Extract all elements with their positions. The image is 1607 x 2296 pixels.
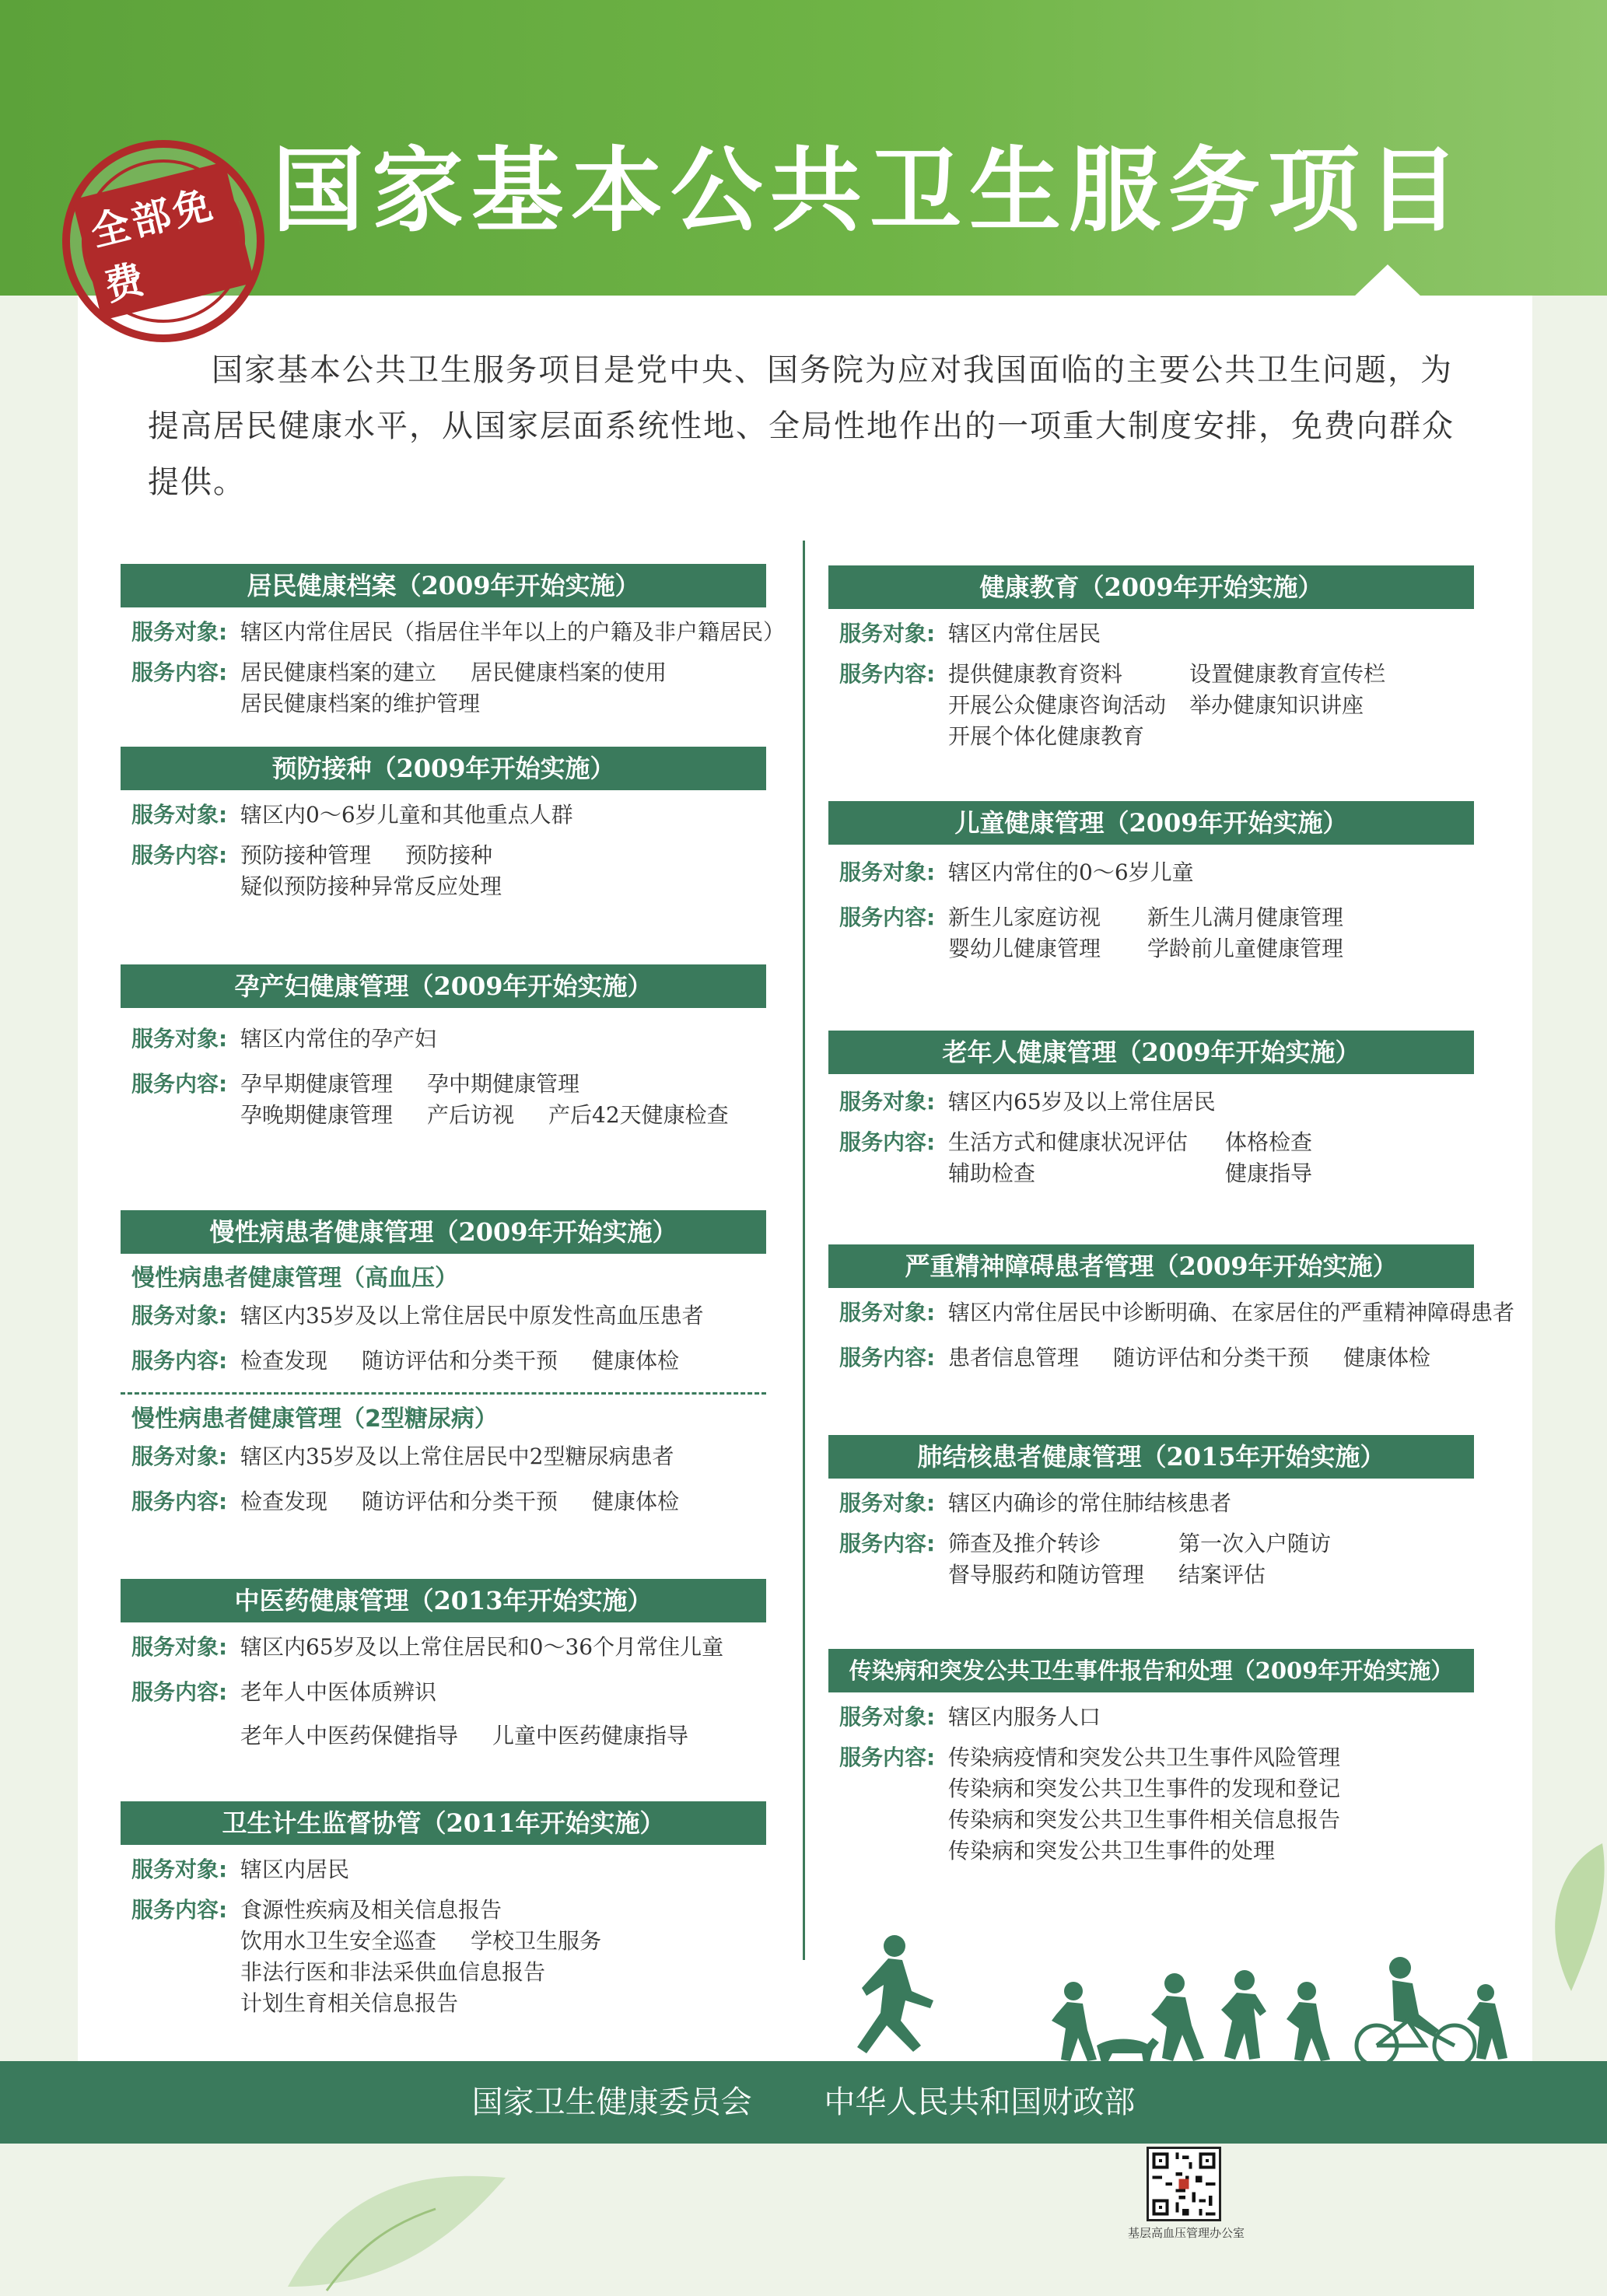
target-value: 辖区内35岁及以上常住居民中2型糖尿病患者 <box>240 1444 674 1469</box>
content-item: 老年人中医体质辨识 <box>240 1679 437 1705</box>
content-label: 服务内容: <box>131 1489 228 1514</box>
qr-caption: 基层高血压管理办公室 <box>1127 2226 1245 2240</box>
subsection-title-diabetes: 慢性病患者健康管理（2型糖尿病） <box>131 1405 498 1433</box>
target-value: 辖区内常住的孕产妇 <box>240 1026 437 1052</box>
content-row <box>121 657 766 719</box>
target-label: 服务对象: <box>131 1857 228 1882</box>
content-item: 居民健康档案的建立 <box>240 660 437 685</box>
section-maternal-health <box>121 964 766 1131</box>
leaf-decoration-icon <box>280 2154 513 2294</box>
target-label: 服务对象: <box>839 1300 936 1325</box>
section-vaccination <box>121 747 766 902</box>
content-item: 检查发现 <box>240 1348 328 1374</box>
target-row <box>828 1702 1474 1733</box>
content-item: 随访评估和分类干预 <box>362 1489 558 1514</box>
content-item: 学校卫生服务 <box>471 1928 602 1954</box>
section-title: 卫生计生监督协管（2011年开始实施） <box>121 1801 766 1845</box>
content-label: 服务内容: <box>131 1348 228 1374</box>
target-row <box>121 800 766 831</box>
content-row <box>828 1342 1474 1374</box>
target-label: 服务对象: <box>839 859 936 885</box>
column-divider <box>803 541 805 1960</box>
content-item: 居民健康档案的维护管理 <box>240 691 481 716</box>
content-label: 服务内容: <box>131 1897 228 1923</box>
content-label: 服务内容: <box>839 661 936 687</box>
target-value: 辖区内常住居民（指居住半年以上的户籍及非户籍居民） <box>240 619 786 645</box>
content-label: 服务内容: <box>131 1071 228 1097</box>
content-item: 辅助检查 <box>948 1160 1036 1186</box>
content-item: 传染病和突发公共卫生事件相关信息报告 <box>948 1807 1341 1832</box>
stamp-ring <box>65 142 263 341</box>
content-item: 传染病疫情和突发公共卫生事件风险管理 <box>948 1745 1341 1770</box>
section-health-records <box>121 564 786 719</box>
section-chronic-disease <box>121 1210 766 1517</box>
content-item: 开展个体化健康教育 <box>948 723 1145 749</box>
content-item: 孕晚期健康管理 <box>240 1102 394 1128</box>
content-item: 非法行医和非法采供血信息报告 <box>240 1959 546 1985</box>
content-item: 提供健康教育资料 <box>948 661 1123 687</box>
content-item: 举办健康知识讲座 <box>1189 692 1364 718</box>
section-title: 老年人健康管理（2009年开始实施） <box>828 1031 1474 1074</box>
section-elderly-health <box>828 1031 1474 1189</box>
target-row <box>828 1087 1474 1118</box>
section-tcm-health <box>121 1579 766 1752</box>
target-label: 服务对象: <box>839 1704 936 1730</box>
content-item: 居民健康档案的使用 <box>471 660 667 685</box>
content-label: 服务内容: <box>839 1129 936 1155</box>
content-item: 结案评估 <box>1178 1562 1266 1587</box>
target-row <box>121 1441 766 1472</box>
target-row <box>121 1300 766 1332</box>
intro-paragraph: 国家基本公共卫生服务项目是党中央、国务院为应对我国面临的主要公共卫生问题，为提高居民健康水平，从国家层面系统性地、全局性地作出的一项重大制度安排，免费向群众提供。 <box>148 352 1455 500</box>
content-item: 预防接种管理 <box>240 842 372 868</box>
dashed-separator <box>121 1392 766 1395</box>
target-label: 服务对象: <box>131 1303 228 1328</box>
target-label: 服务对象: <box>839 1089 936 1115</box>
target-label: 服务对象: <box>131 1634 228 1660</box>
content-item: 新生儿家庭访视 <box>948 905 1101 930</box>
content-row <box>121 1895 766 2019</box>
target-label: 服务对象: <box>131 802 228 828</box>
people-silhouette-icon <box>840 1929 1540 2069</box>
content-item: 产后访视 <box>427 1102 515 1128</box>
section-title: 肺结核患者健康管理（2015年开始实施） <box>828 1435 1474 1479</box>
content-item: 健康体检 <box>1343 1345 1431 1370</box>
content-item: 第一次入户随访 <box>1178 1531 1332 1556</box>
content-row <box>828 1127 1474 1189</box>
content-item: 检查发现 <box>240 1489 328 1514</box>
section-title: 传染病和突发公共卫生事件报告和处理（2009年开始实施） <box>828 1649 1474 1692</box>
target-value: 辖区内常住居民中诊断明确、在家居住的严重精神障碍患者 <box>948 1300 1515 1325</box>
subsection-title-hypertension: 慢性病患者健康管理（高血压） <box>131 1265 458 1292</box>
content-item: 婴幼儿健康管理 <box>948 936 1101 961</box>
content-row <box>121 1069 766 1131</box>
content-item: 督导服药和随访管理 <box>948 1562 1145 1587</box>
content-item: 体格检查 <box>1225 1129 1313 1155</box>
content-item: 传染病和突发公共卫生事件的发现和登记 <box>948 1776 1341 1801</box>
content-item: 儿童中医药健康指导 <box>492 1723 689 1748</box>
content-item: 患者信息管理 <box>948 1345 1080 1370</box>
target-row <box>828 1297 1515 1328</box>
target-label: 服务对象: <box>131 619 228 645</box>
section-tuberculosis <box>828 1435 1474 1591</box>
content-item: 随访评估和分类干预 <box>1113 1345 1310 1370</box>
content-item: 孕中期健康管理 <box>427 1071 580 1097</box>
section-title: 孕产妇健康管理（2009年开始实施） <box>121 964 766 1008</box>
section-title: 居民健康档案（2009年开始实施） <box>121 564 766 607</box>
section-health-education <box>828 565 1474 752</box>
footer-org-health-commission: 国家卫生健康委员会 <box>471 2084 752 2120</box>
content-row <box>828 902 1474 964</box>
content-item: 老年人中医药保健指导 <box>240 1723 459 1748</box>
content-item: 设置健康教育宣传栏 <box>1189 661 1386 687</box>
target-label: 服务对象: <box>131 1444 228 1469</box>
content-label: 服务内容: <box>131 842 228 868</box>
page-title: 国家基本公共卫生服务项目 <box>272 137 1468 244</box>
target-value: 辖区内确诊的常住肺结核患者 <box>948 1490 1232 1516</box>
content-item: 新生儿满月健康管理 <box>1147 905 1344 930</box>
card-notch <box>1353 264 1422 297</box>
target-label: 服务对象: <box>131 1026 228 1052</box>
content-label: 服务内容: <box>131 1679 228 1705</box>
content-row <box>828 1528 1474 1591</box>
section-title: 健康教育（2009年开始实施） <box>828 565 1474 609</box>
content-item: 健康体检 <box>592 1489 680 1514</box>
section-infectious-disease <box>828 1649 1474 1867</box>
content-item: 疑似预防接种异常反应处理 <box>240 873 502 899</box>
content-label: 服务内容: <box>839 905 936 930</box>
content-item: 学龄前儿童健康管理 <box>1147 936 1344 961</box>
content-item: 计划生育相关信息报告 <box>240 1990 459 2016</box>
section-title: 中医药健康管理（2013年开始实施） <box>121 1579 766 1622</box>
content-row <box>121 840 766 902</box>
content-item: 健康体检 <box>592 1348 680 1374</box>
content-row <box>121 1346 766 1377</box>
content-row <box>121 1486 766 1517</box>
target-value: 辖区内常住的0～6岁儿童 <box>948 859 1194 885</box>
section-title: 严重精神障碍患者管理（2009年开始实施） <box>828 1244 1474 1288</box>
content-label: 服务内容: <box>839 1745 936 1770</box>
section-title: 预防接种（2009年开始实施） <box>121 747 766 790</box>
content-label: 服务内容: <box>839 1531 936 1556</box>
target-value: 辖区内常住居民 <box>948 621 1101 646</box>
target-row <box>121 1854 766 1885</box>
section-title: 慢性病患者健康管理（2009年开始实施） <box>121 1210 766 1254</box>
content-item: 产后42天健康检查 <box>548 1102 729 1128</box>
content-item: 筛查及推介转诊 <box>948 1531 1101 1556</box>
section-title: 儿童健康管理（2009年开始实施） <box>828 801 1474 845</box>
target-value: 辖区内服务人口 <box>948 1704 1101 1730</box>
content-row <box>828 1742 1474 1867</box>
target-value: 辖区内65岁及以上常住居民 <box>948 1089 1216 1115</box>
content-row <box>121 1677 766 1752</box>
content-item: 饮用水卫生安全巡查 <box>240 1928 437 1954</box>
content-item: 生活方式和健康状况评估 <box>948 1129 1189 1155</box>
section-child-health <box>828 801 1474 964</box>
target-label: 服务对象: <box>839 621 936 646</box>
target-row <box>121 1024 766 1055</box>
footer-band <box>0 2061 1607 2144</box>
content-item: 健康指导 <box>1225 1160 1313 1186</box>
content-item: 孕早期健康管理 <box>240 1071 394 1097</box>
section-health-supervision <box>121 1801 766 2019</box>
target-row <box>828 1488 1474 1519</box>
stamp-label: 全部免费 <box>72 162 255 320</box>
target-value: 辖区内0～6岁儿童和其他重点人群 <box>240 802 573 828</box>
content-item: 传染病和突发公共卫生事件的处理 <box>948 1838 1276 1864</box>
content-row <box>828 659 1474 752</box>
content-item: 预防接种 <box>405 842 493 868</box>
qr-code-icon[interactable] <box>1147 2147 1221 2221</box>
footer-org-finance-ministry: 中华人民共和国财政部 <box>824 2084 1136 2120</box>
target-row <box>828 857 1474 888</box>
target-value: 辖区内35岁及以上常住居民中原发性高血压患者 <box>240 1303 704 1328</box>
content-item: 食源性疾病及相关信息报告 <box>240 1897 502 1923</box>
target-row <box>121 1632 766 1663</box>
section-mental-disorder <box>828 1244 1515 1374</box>
content-item: 开展公众健康咨询活动 <box>948 692 1167 718</box>
content-label: 服务内容: <box>131 660 228 685</box>
content-item: 随访评估和分类干预 <box>362 1348 558 1374</box>
target-row <box>828 618 1474 649</box>
target-row <box>121 617 786 648</box>
target-label: 服务对象: <box>839 1490 936 1516</box>
target-value: 辖区内居民 <box>240 1857 350 1882</box>
content-label: 服务内容: <box>839 1345 936 1370</box>
target-value: 辖区内65岁及以上常住居民和0～36个月常住儿童 <box>240 1634 724 1660</box>
